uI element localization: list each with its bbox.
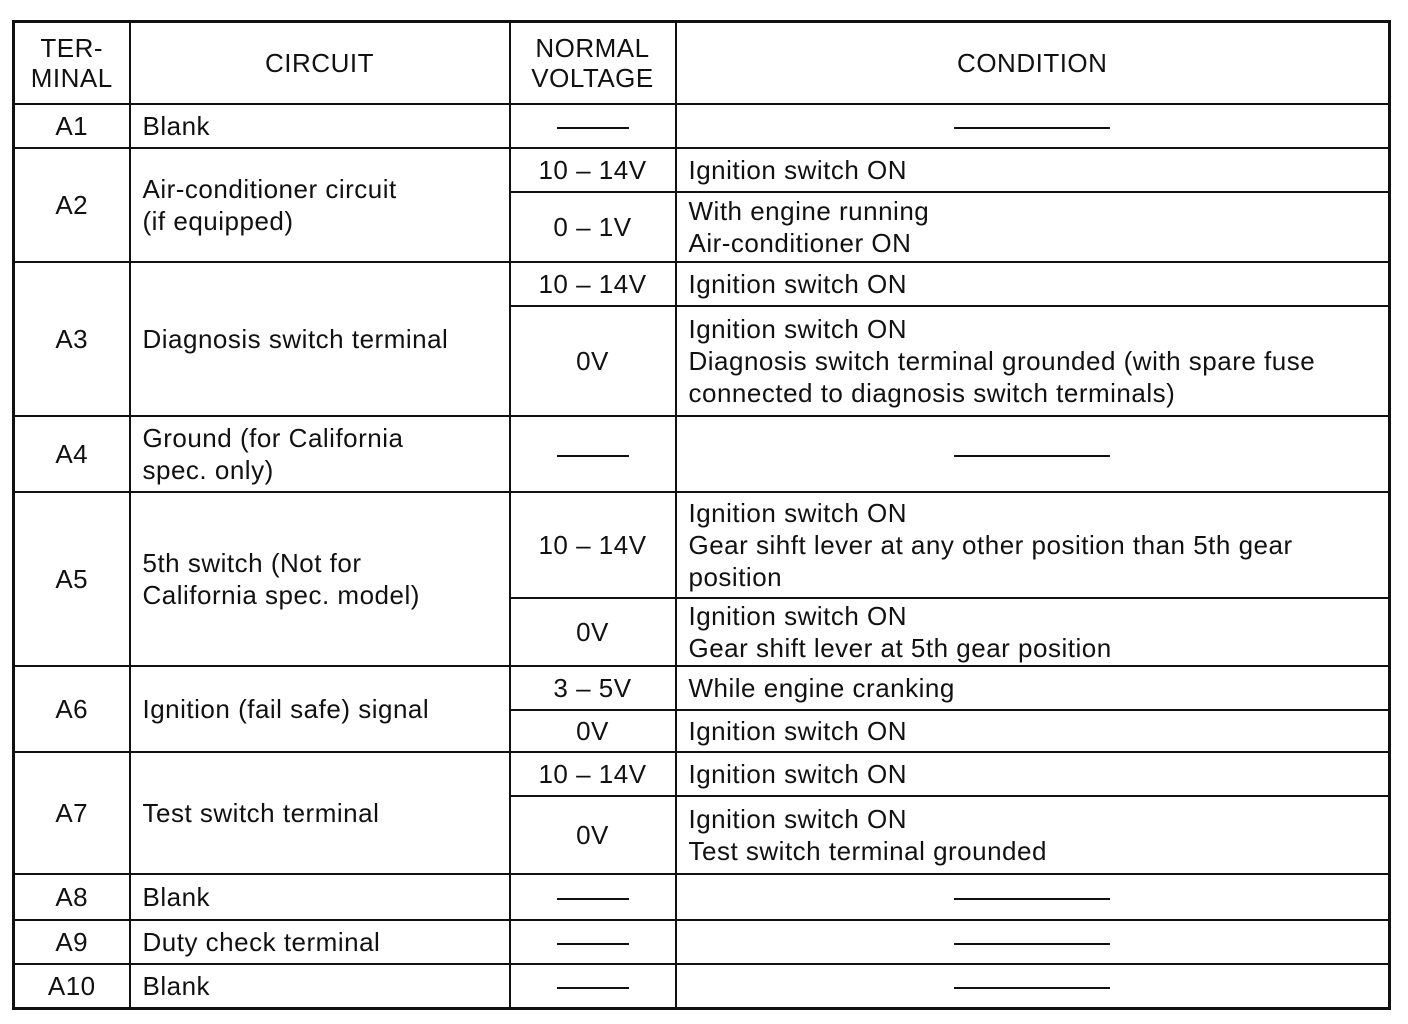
circuit-cell [130,874,510,920]
voltage-cell: 0V [510,796,676,874]
condition-cell [676,416,1390,492]
circuit-cell [130,416,510,492]
voltage-cell: 10 – 14V [510,752,676,796]
circuit-cell [130,964,510,1008]
header-terminal-line1: TER- [40,33,104,63]
terminal-cell: A7 [14,752,130,874]
table-row [14,104,1390,148]
circuit-cell [130,666,510,752]
voltage-cell [510,416,676,492]
table-row [14,148,1390,192]
condition-line: Ignition switch ON [688,155,908,185]
terminal-cell: A4 [14,416,130,492]
empty-dash [954,987,1110,989]
circuit-line: Blank [142,111,211,141]
empty-dash [954,455,1110,457]
voltage-cell [510,104,676,148]
condition-cell [676,262,1390,306]
voltage-cell: 3 – 5V [510,666,676,710]
condition-line: Ignition switch ON [688,804,908,834]
condition-cell [676,306,1390,416]
voltage-cell [510,920,676,964]
header-voltage-line1: NORMAL [535,33,650,63]
page [12,20,1388,1010]
table-row [14,666,1390,710]
condition-cell [676,104,1390,148]
condition-line: Air-conditioner ON [688,228,912,258]
condition-line: Ignition switch ON [688,314,908,344]
empty-dash [557,127,629,129]
circuit-cell [130,148,510,262]
circuit-line: Duty check terminal [142,927,381,957]
header-terminal [14,22,130,105]
condition-line: Diagnosis switch terminal grounded (with spare fuse [688,346,1316,376]
table-row [14,874,1390,920]
terminal-cell: A10 [14,964,130,1008]
condition-line: Ignition switch ON [688,601,908,631]
condition-cell [676,192,1390,262]
empty-dash [557,898,629,900]
terminal-cell: A9 [14,920,130,964]
condition-line: Ignition switch ON [688,759,908,789]
condition-line: Ignition switch ON [688,269,908,299]
condition-line: Ignition switch ON [688,716,908,746]
voltage-cell [510,874,676,920]
condition-cell [676,148,1390,192]
circuit-line: Air-conditioner circuit [142,174,397,204]
terminal-cell: A3 [14,262,130,416]
circuit-cell [130,752,510,874]
circuit-line: California spec. model) [142,580,420,610]
condition-cell [676,964,1390,1008]
condition-line: Test switch terminal grounded [688,836,1047,866]
terminal-cell: A5 [14,492,130,666]
empty-dash [954,943,1110,945]
voltage-cell [510,964,676,1008]
table-row [14,492,1390,598]
terminal-cell: A8 [14,874,130,920]
condition-cell [676,666,1390,710]
header-condition: CONDITION [676,22,1390,105]
circuit-line: Blank [142,970,211,1001]
circuit-line: Blank [142,882,211,912]
header-row [14,22,1390,105]
voltage-cell: 10 – 14V [510,262,676,306]
condition-cell [676,752,1390,796]
table-body [14,104,1390,1008]
condition-line: Ignition switch ON [688,498,908,528]
circuit-cell [130,492,510,666]
empty-dash [557,943,629,945]
circuit-cell [130,920,510,964]
circuit-cell [130,262,510,416]
condition-line: With engine running [688,196,930,226]
voltage-cell: 0V [510,598,676,666]
table-row [14,262,1390,306]
terminal-voltage-table [12,20,1391,1010]
circuit-line: Test switch terminal [142,798,380,828]
table-row [14,416,1390,492]
condition-cell [676,874,1390,920]
table-row [14,920,1390,964]
condition-line: connected to diagnosis switch terminals) [688,378,1176,408]
terminal-cell: A2 [14,148,130,262]
voltage-cell: 10 – 14V [510,148,676,192]
voltage-cell: 0V [510,306,676,416]
condition-cell [676,796,1390,874]
circuit-line: 5th switch (Not for [142,548,362,578]
header-voltage [510,22,676,105]
circuit-line: (if equipped) [142,206,294,236]
condition-line: While engine cranking [688,673,955,703]
condition-line: position [688,562,783,592]
condition-line: Gear shift lever at 5th gear position [688,633,1112,663]
empty-dash [954,898,1110,900]
empty-dash [954,127,1110,129]
voltage-cell: 10 – 14V [510,492,676,598]
table-row [14,964,1390,1008]
circuit-line: Ignition (fail safe) signal [142,694,430,724]
header-terminal-line2: MINAL [30,63,113,93]
circuit-line: spec. only) [142,455,274,485]
table-row [14,752,1390,796]
condition-cell [676,598,1390,666]
header-voltage-line2: VOLTAGE [531,63,654,93]
condition-cell [676,710,1390,752]
condition-line: Gear sihft lever at any other position than 5th gear [688,530,1293,560]
condition-cell [676,920,1390,964]
empty-dash [557,987,629,989]
circuit-cell [130,104,510,148]
terminal-cell: A6 [14,666,130,752]
circuit-line: Diagnosis switch terminal [142,324,449,354]
voltage-cell: 0V [510,710,676,752]
voltage-cell: 0 – 1V [510,192,676,262]
empty-dash [557,455,629,457]
condition-cell [676,492,1390,598]
terminal-cell: A1 [14,104,130,148]
header-circuit: CIRCUIT [130,22,510,105]
circuit-line: Ground (for California [142,423,404,453]
